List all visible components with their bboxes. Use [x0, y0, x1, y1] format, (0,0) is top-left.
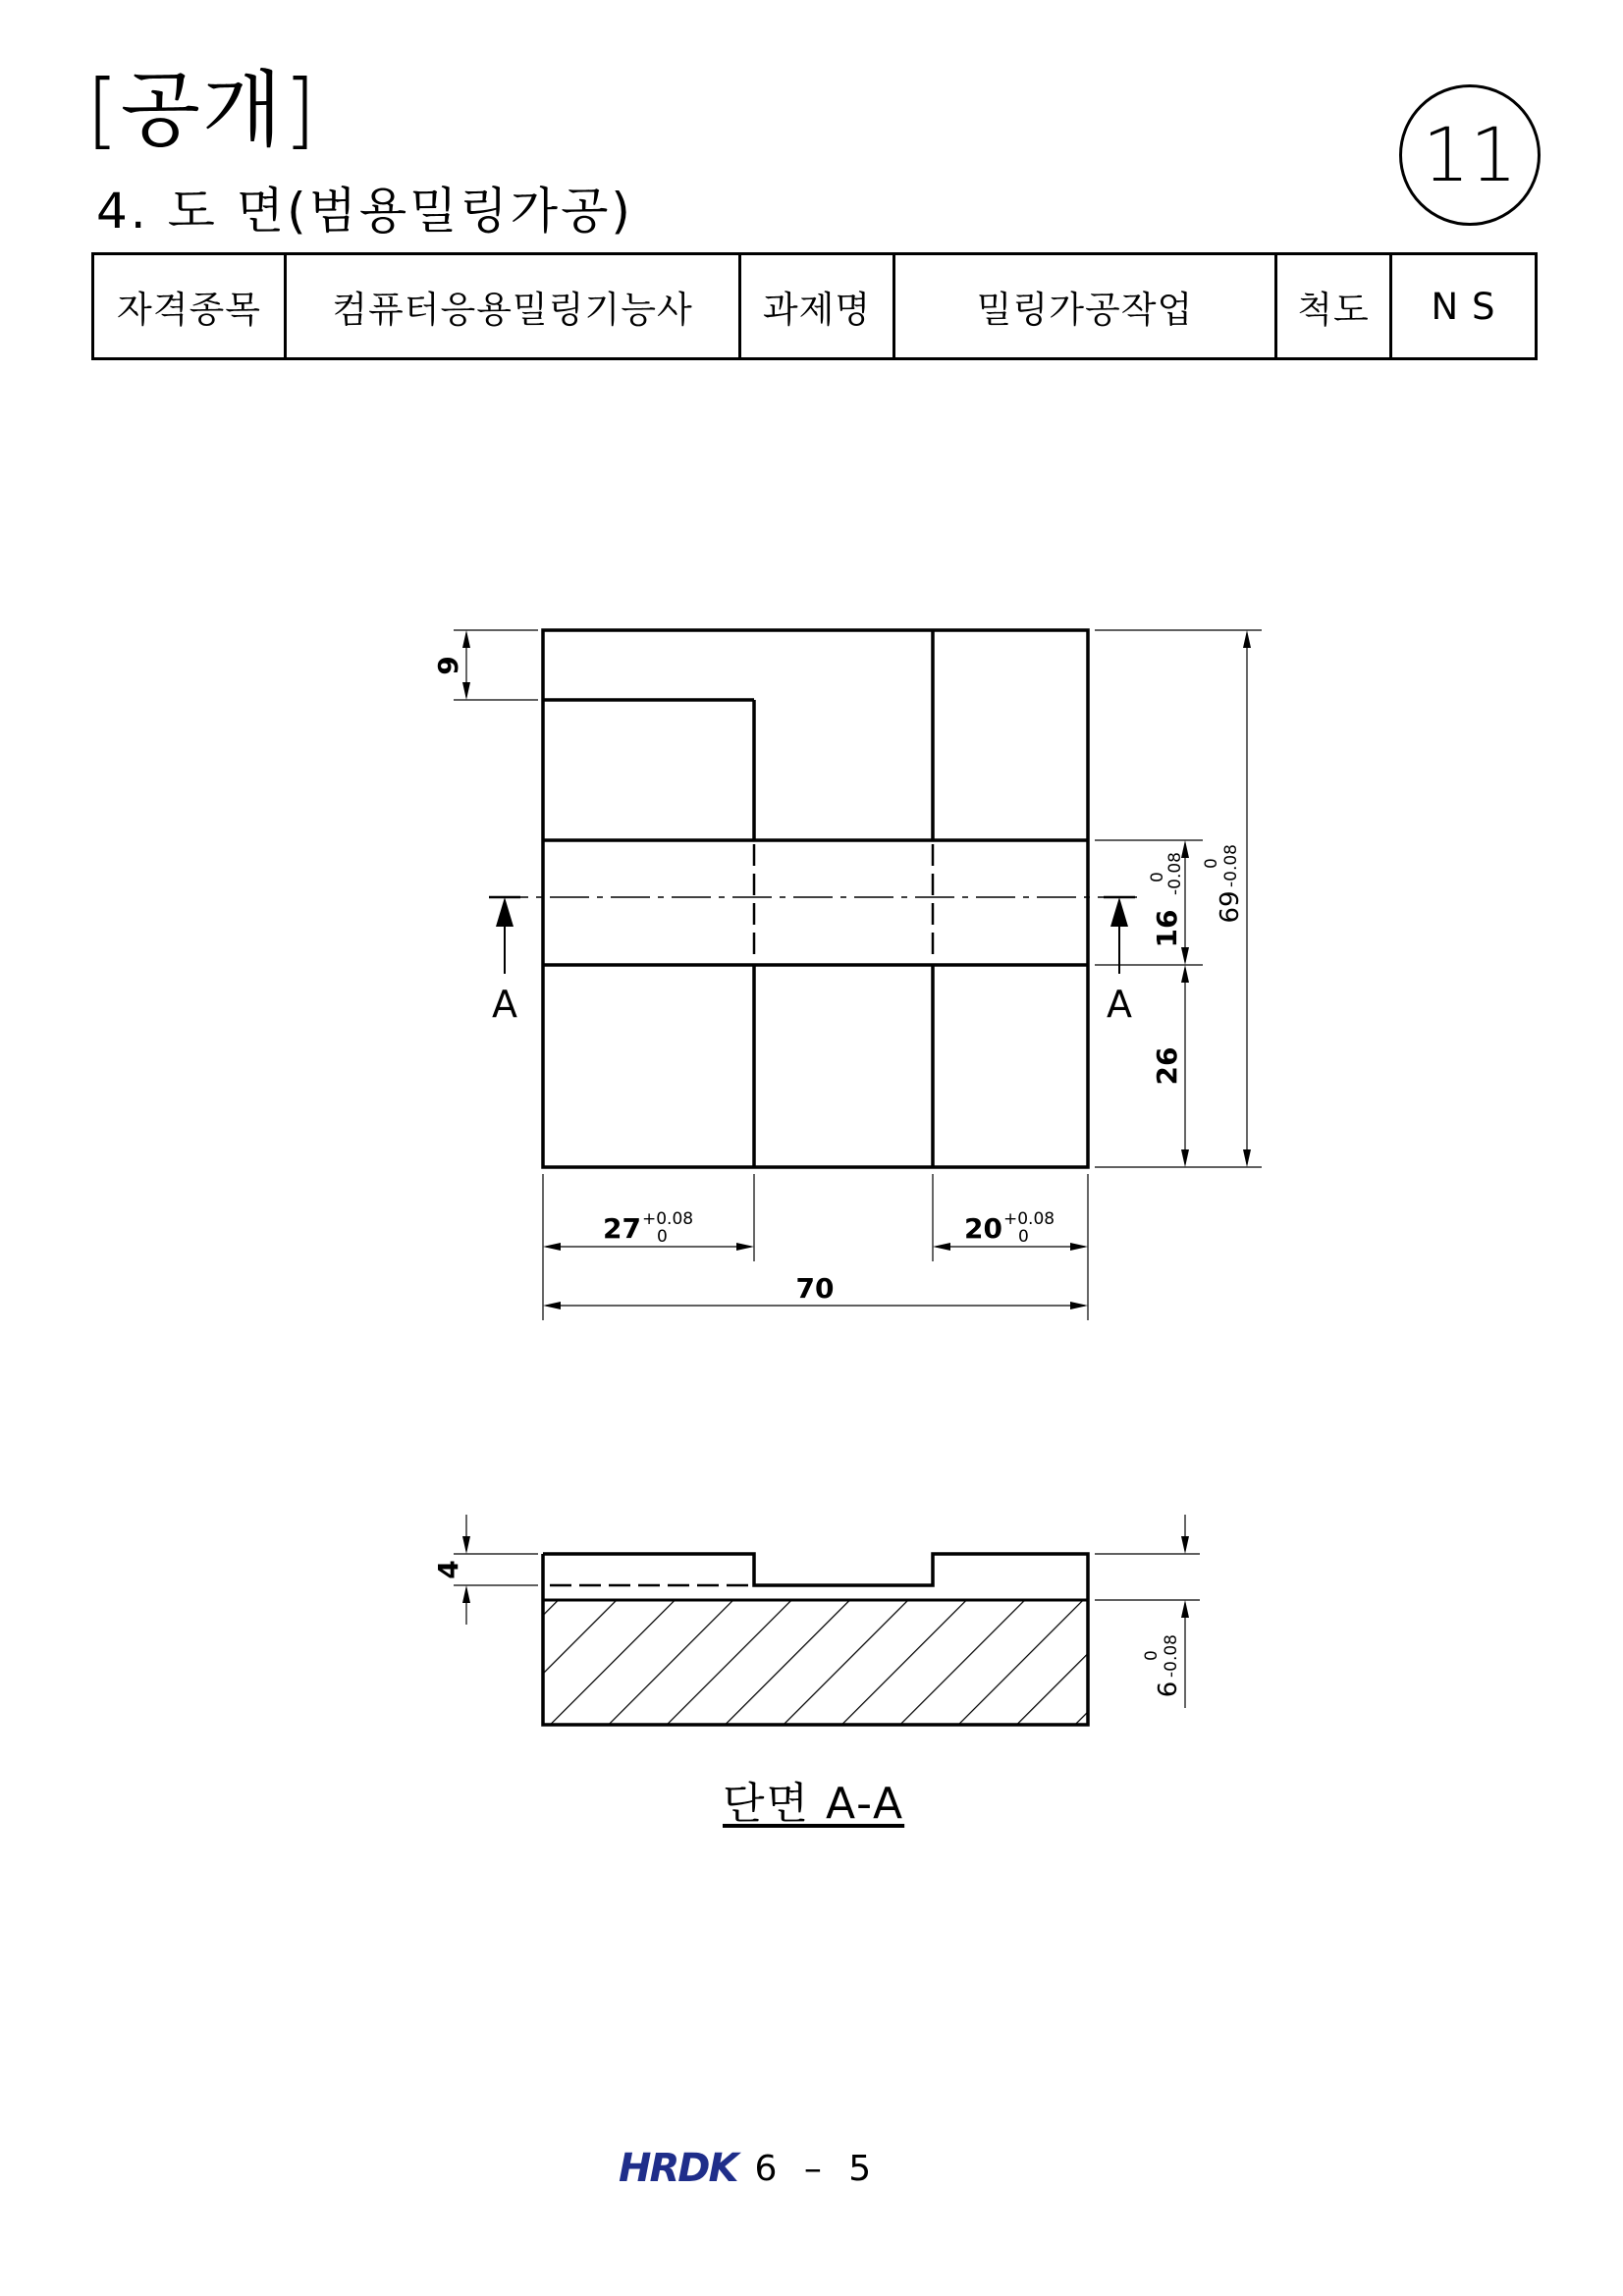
dim-20-text: 20 [964, 1212, 1002, 1245]
arrow-69-bottom [1243, 1149, 1251, 1167]
dim-6-tol-lower: -0.08 [1162, 1634, 1181, 1678]
arrow-16-bottom [1181, 947, 1189, 965]
plan-dimension-text [432, 656, 1245, 1305]
arrow-20-right [1070, 1243, 1088, 1251]
arrow-70-right [1070, 1302, 1088, 1309]
section-arrow-right-head [1110, 897, 1128, 927]
dim-26-text: 26 [1151, 1046, 1183, 1086]
dim-16-text: 16 [1151, 909, 1183, 948]
section-label-left: A [492, 983, 517, 1026]
public-tag: [공개] [86, 62, 318, 158]
hatched-area [543, 1600, 1088, 1725]
arrow-69-top [1243, 630, 1251, 648]
section-caption: 단면 A-A [723, 1779, 905, 1829]
arrow-6-top [1181, 1536, 1189, 1554]
section-view [454, 1515, 1200, 1725]
dim-16-tol-upper: 0 [1148, 872, 1167, 882]
arrow-26-bottom [1181, 1149, 1189, 1167]
dim-9-text: 9 [432, 656, 464, 675]
dim-20-tol-lower: 0 [1018, 1227, 1029, 1247]
dim-69-tol-lower: -0.08 [1221, 844, 1241, 887]
arrow-20-left [933, 1243, 950, 1251]
arrow-27-right [736, 1243, 754, 1251]
cell-qualification-value: 컴퓨터응용밀링기능사 [286, 254, 740, 359]
arrow-70-left [543, 1302, 561, 1309]
dim-70-text: 70 [795, 1272, 835, 1305]
dim-6-text: 6 [1154, 1681, 1183, 1698]
arrow-27-left [543, 1243, 561, 1251]
cell-qualification-label: 자격종목 [93, 254, 286, 359]
dim-69-text: 69 [1216, 890, 1245, 924]
cell-scale-label: 척도 [1276, 254, 1391, 359]
arrow-9-top [462, 630, 470, 648]
section-arrow-left-head [496, 897, 514, 927]
problem-number: 11 [1422, 111, 1518, 198]
hrdk-logo: HRDK [619, 2146, 737, 2191]
cell-task-label: 과제명 [740, 254, 894, 359]
arrow-4-top [462, 1536, 470, 1554]
cell-scale-value: N S [1391, 254, 1537, 359]
plan-view [454, 630, 1262, 1320]
page-footer [619, 2146, 879, 2191]
dim-69-tol-upper: 0 [1202, 858, 1221, 869]
dim-27-text: 27 [603, 1212, 641, 1245]
cell-task-value: 밀링가공작업 [894, 254, 1276, 359]
dim-20-tol-upper: +0.08 [1003, 1209, 1055, 1229]
section-label-right: A [1107, 983, 1132, 1026]
arrow-26-top [1181, 965, 1189, 983]
dim-6-tol-upper: 0 [1142, 1650, 1162, 1661]
dim-27-tol-upper: +0.08 [642, 1209, 694, 1229]
arrow-9-bottom [462, 682, 470, 700]
page-number: 6 – 5 [754, 2148, 880, 2189]
dim-27-tol-lower: 0 [657, 1227, 668, 1247]
dim-4-text: 4 [432, 1560, 464, 1579]
arrow-6-bottom [1181, 1600, 1189, 1618]
plan-outline [543, 630, 1088, 1167]
drawing-subtitle: 4. 도 면(범용밀링가공) [96, 183, 633, 240]
dim-16-tol-lower: -0.08 [1165, 852, 1185, 895]
arrow-4-bottom [462, 1585, 470, 1603]
